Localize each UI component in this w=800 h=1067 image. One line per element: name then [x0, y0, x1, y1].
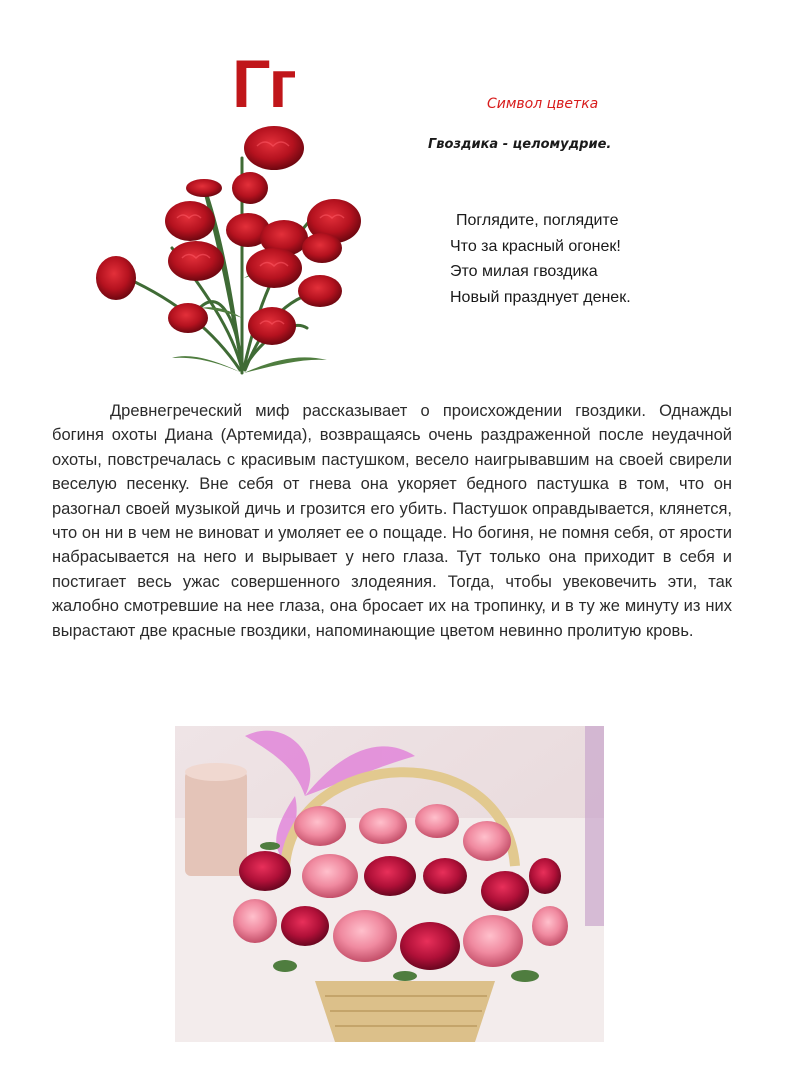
poem-line: Что за красный огонек!	[450, 237, 621, 255]
flower-meaning: Гвоздика - целомудрие.	[428, 137, 612, 152]
poem-line: Поглядите, поглядите	[456, 212, 619, 229]
page-letter-heading: Гг	[232, 46, 295, 122]
symbol-subtitle: Символ цветка	[487, 96, 599, 112]
poem-line: Новый празднует денек.	[450, 288, 631, 306]
carnation-basket-image	[175, 726, 604, 1042]
myth-paragraph: Древнегреческий миф рассказывает о происхождении гвоздики. Однажды богиня охоты Диана (Артемида), возвращаясь очень раздраженной после неудачной охоты, повстречалась с красивым пастушком, весело наигрывавшим на своей свирели веселую песенку. Вне себя от гнева она укоряет бедного пастушка в том, что он разогнал своей музыкой дичь и грозится его убить. Пастушок оправдывается, клянется, что он ни в чем не виноват и умоляет ее о пощаде. Но богиня, не помня себя, от ярости набрасывается на него и вырывает у него глаза. Тут только она приходит в себя и постигает весь ужас совершенного злодеяния. Тогда, чтобы увековечить эти, так жалобно смотревшие на нее глаза, она бросает их на тропинку, и в ту же минуту из них вырастают две красные гвоздики, напоминающие цветом невинно пролитую кровь.	[52, 402, 732, 640]
red-carnations-image	[92, 118, 367, 376]
poem-line: Это милая гвоздика	[450, 263, 598, 280]
poem	[450, 208, 631, 310]
